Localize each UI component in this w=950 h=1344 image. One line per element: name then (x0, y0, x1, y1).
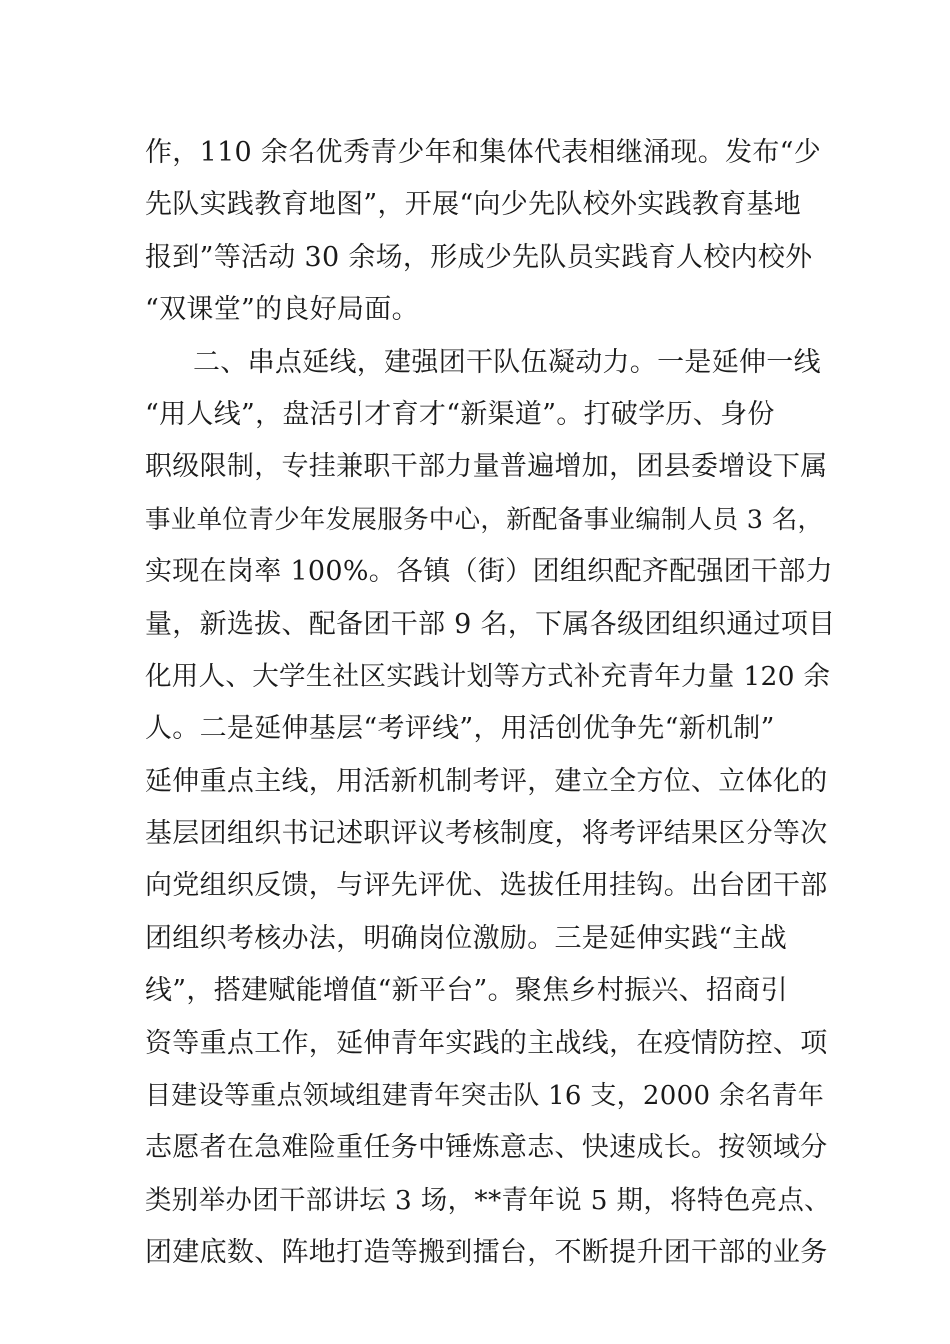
text-line: 延伸重点主线，用活新机制考评，建立全方位、立体化的 (145, 765, 828, 797)
text-line: 类别举办团干部讲坛 3 场，**青年说 5 期，将特色亮点、 (145, 1184, 831, 1216)
text-line: 事业单位青少年发展服务中心，新配备事业编制人员 3 名， (145, 504, 824, 535)
text-line: 目建设等重点领域组建青年突击队 16 支，2000 余名青年 (145, 1081, 825, 1112)
text-line: 实现在岗率 100%。各镇（街）团组织配齐配强团干部力 (145, 556, 833, 588)
section-heading-line: 二、串点延线，建强团干队伍凝动力。一是延伸一线 (193, 346, 821, 378)
text-line: 线”，搭建赋能增值“新平台”。聚焦乡村振兴、招商引 (145, 975, 788, 1007)
text-line: 化用人、大学生社区实践计划等方式补充青年力量 120 余 (145, 660, 831, 692)
text-line: 报到”等活动 30 余场，形成少先队员实践育人校内校外 (145, 241, 813, 273)
text-line: 资等重点工作，延伸青年实践的主战线，在疫情防控、项 (145, 1027, 828, 1059)
text-line: 向党组织反馈，与评先评优、选拔任用挂钩。出台团干部 (145, 870, 828, 902)
text-line: 团组织考核办法，明确岗位激励。三是延伸实践“主战 (145, 922, 788, 954)
text-line: 先队实践教育地图”，开展“向少先队校外实践教育基地 (145, 189, 802, 221)
text-line: 作，110 余名优秀青少年和集体代表相继涌现。发布“少 (145, 137, 822, 168)
text-line: 人。二是延伸基层“考评线”，用活创优争先“新机制” (145, 713, 775, 745)
text-line: “双课堂”的良好局面。 (145, 294, 419, 326)
text-line: 量，新选拔、配备团干部 9 名，下属各级团组织通过项目 (145, 608, 836, 640)
text-line: “用人线”，盘活引才育才“新渠道”。打破学历、身份 (145, 398, 775, 430)
text-line: 基层团组织书记述职评议考核制度，将考评结果区分等次 (145, 818, 828, 850)
text-line: 志愿者在急难险重任务中锤炼意志、快速成长。按领域分 (145, 1132, 828, 1164)
text-line: 职级限制，专挂兼职干部力量普遍增加，团县委增设下属 (145, 451, 828, 483)
document-body (145, 127, 836, 1280)
text-line: 团建底数、阵地打造等搬到擂台，不断提升团干部的业务 (145, 1237, 828, 1269)
